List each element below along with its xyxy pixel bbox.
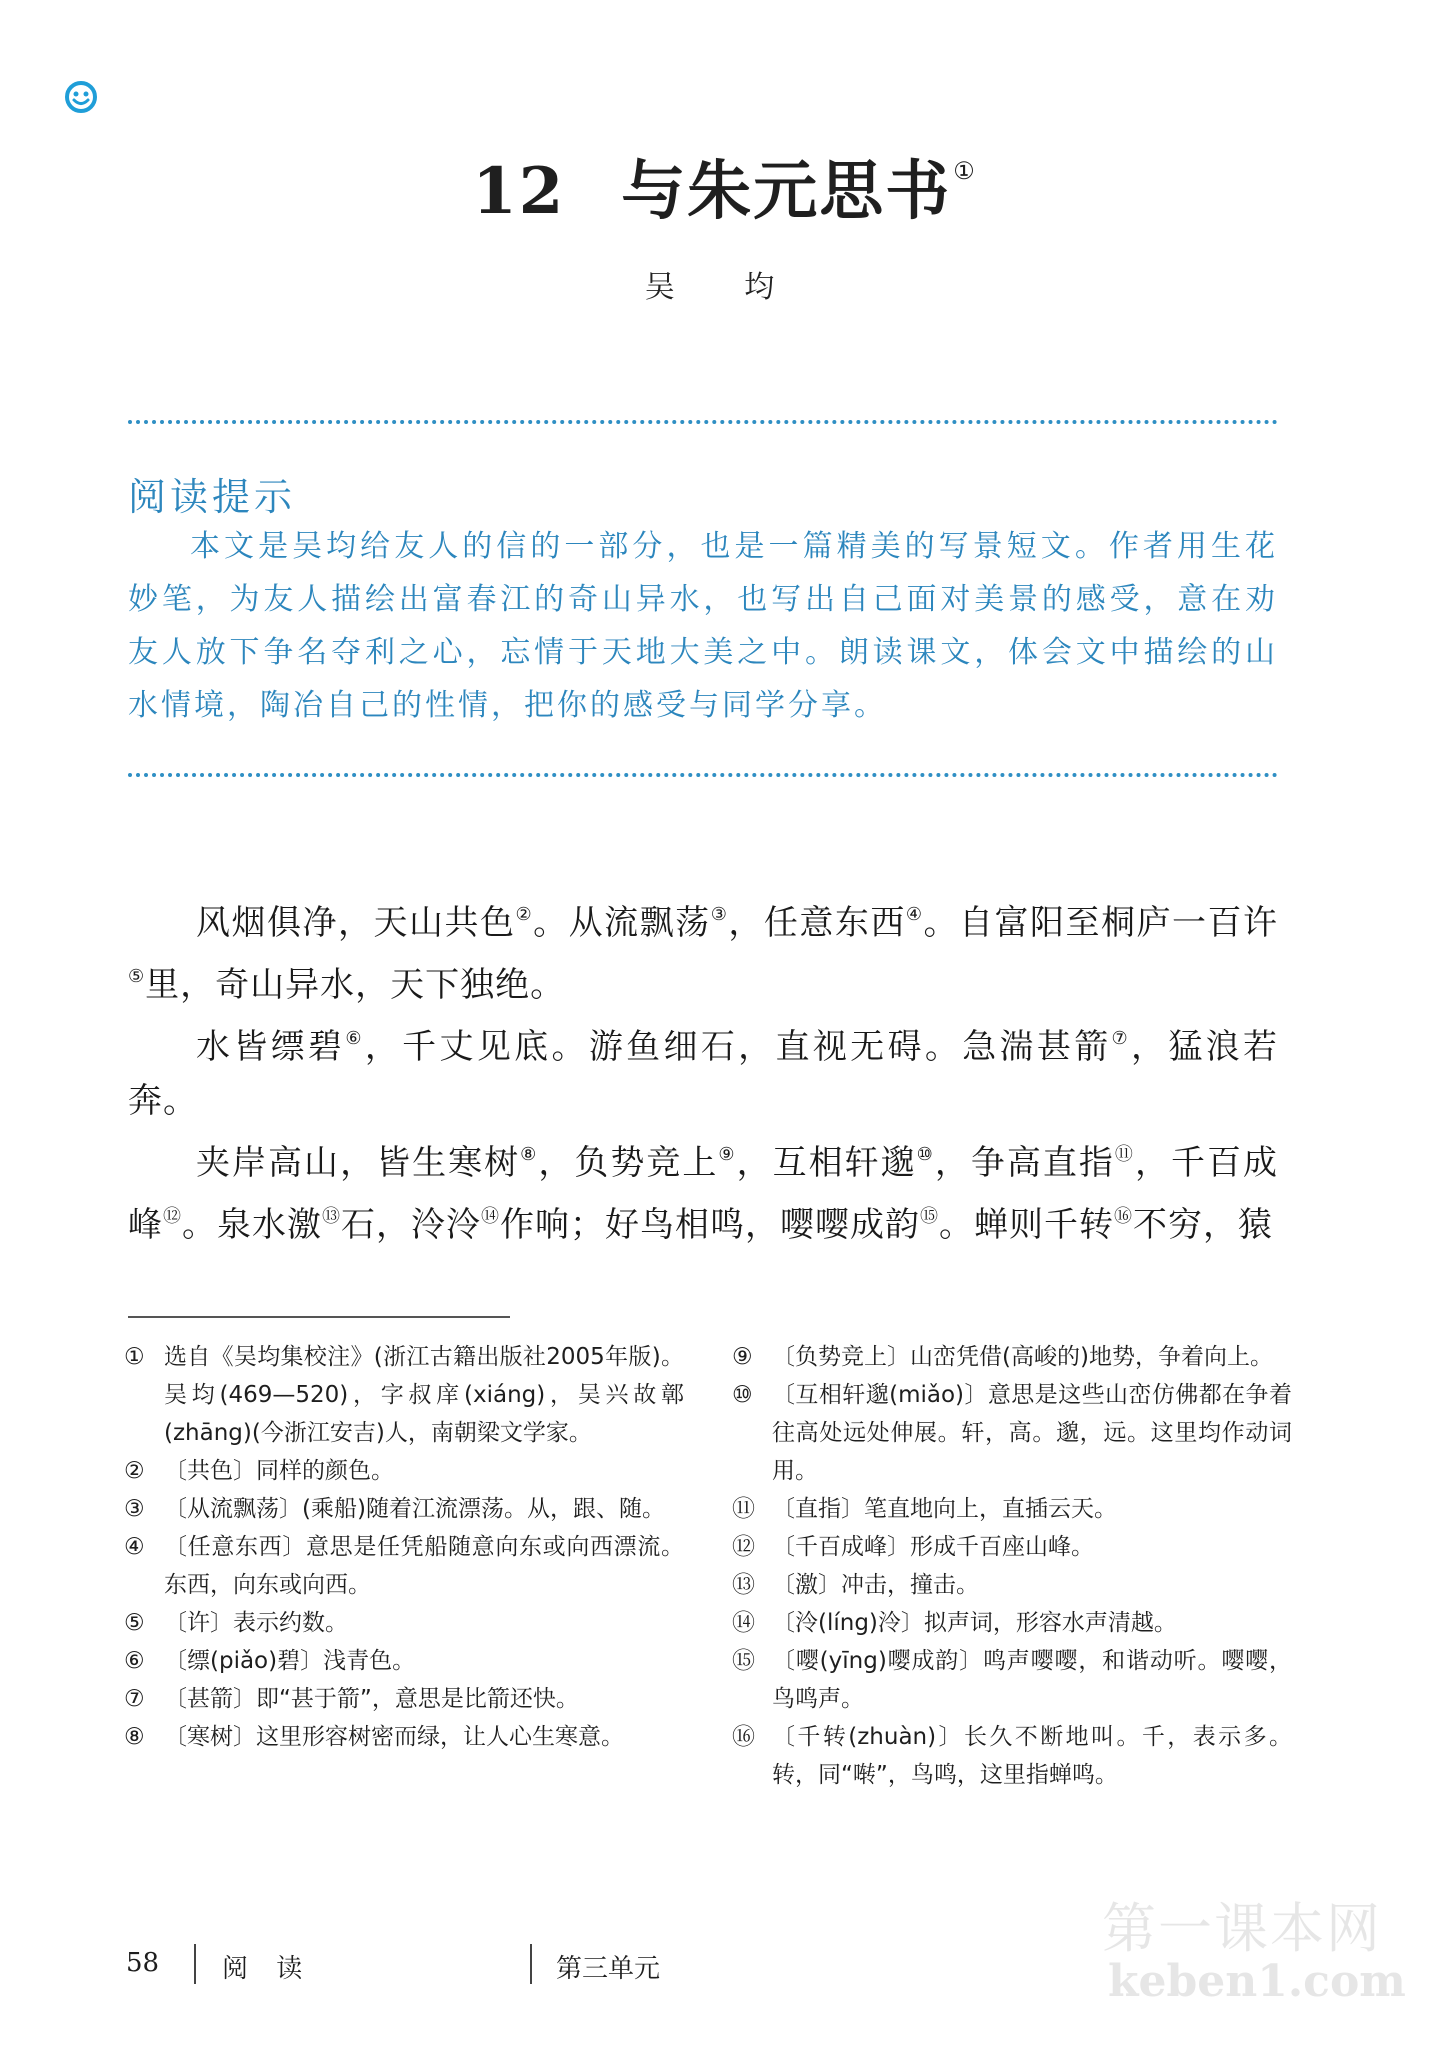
- footnote-text: 〔许〕表示约数。: [164, 1610, 348, 1636]
- note-marker[interactable]: ⑪: [1114, 1144, 1135, 1165]
- note-marker[interactable]: ⑫: [163, 1206, 182, 1227]
- text-segment: 作响；好鸟相鸣，嘤嘤成韵: [500, 1205, 920, 1245]
- watermark-url: keben1.com: [1108, 1956, 1406, 2007]
- text-segment: ，任意东西: [728, 903, 906, 943]
- footnote-text: 〔直指〕笔直地向上，直插云天。: [772, 1496, 1117, 1522]
- footnote: [732, 1490, 1292, 1528]
- footnote-number: ⑨: [732, 1344, 753, 1370]
- footnote-rule: [128, 1316, 510, 1318]
- author: 吴 均: [644, 270, 805, 305]
- footnote-text: 选自《吴均集校注》(浙江古籍出版社2005年版)。吴均(469—520)，字叔庠(xiáng)，吴兴故鄣(zhāng)(今浙江安吉)人，南朝梁文学家。: [164, 1344, 684, 1446]
- note-marker[interactable]: ⑩: [916, 1144, 935, 1165]
- footnote-number: ⑤: [124, 1610, 145, 1636]
- text-segment: 石，泠泠: [341, 1205, 481, 1245]
- footnote: [124, 1642, 684, 1680]
- footer-unit: 第三单元: [556, 1954, 661, 1984]
- footnote-text: 〔共色〕同样的颜色。: [164, 1458, 394, 1484]
- text-segment: ，负势竞上: [538, 1143, 719, 1183]
- note-marker[interactable]: ⑮: [920, 1206, 939, 1227]
- footnote: [124, 1490, 684, 1528]
- text-segment: 夹岸高山，皆生寒树: [196, 1143, 521, 1183]
- footer-divider: [194, 1944, 196, 1984]
- footer-divider: [530, 1944, 532, 1984]
- text-segment: 。自富阳至桐庐一百许: [923, 903, 1279, 943]
- footnote: [124, 1338, 684, 1452]
- footnote: [124, 1452, 684, 1490]
- footnote-number: ⑧: [124, 1724, 145, 1750]
- text-segment: 不穷，猿: [1133, 1205, 1273, 1245]
- footnote-number: ⑯: [732, 1724, 755, 1750]
- footnote-text: 〔甚箭〕即“甚于箭”，意思是比箭还快。: [164, 1686, 579, 1712]
- footnote-number: ⑩: [732, 1382, 753, 1408]
- note-marker[interactable]: ⑧: [520, 1144, 539, 1165]
- text-segment: ，千百成峰: [128, 1143, 1279, 1245]
- footnote: [732, 1642, 1292, 1718]
- footnote: [732, 1338, 1292, 1376]
- main-text: [128, 888, 1278, 1252]
- footnote: [732, 1376, 1292, 1490]
- text-segment: 。蝉则千转: [939, 1205, 1114, 1245]
- watermark-title: 第一课本网: [1102, 1897, 1382, 1960]
- footnote-text: 〔泠(líng)泠〕拟声词，形容水声清越。: [772, 1610, 1177, 1636]
- dotted-divider-bottom: [128, 773, 1278, 777]
- text-segment: ，猛浪若奔。: [128, 1027, 1279, 1121]
- footnote-text: 〔千百成峰〕形成千百座山峰。: [772, 1534, 1094, 1560]
- footer-section: 阅 读: [222, 1954, 313, 1984]
- lesson-title-text: 与朱元思书: [621, 154, 952, 229]
- paragraph-3: [128, 1128, 1278, 1252]
- footnote-text: 〔从流飘荡〕(乘船)随着江流漂荡。从，跟、随。: [164, 1496, 665, 1522]
- footnote-number: ⑭: [732, 1610, 755, 1636]
- text-segment: 。从流飘荡: [533, 903, 711, 943]
- footnote-text: 〔任意东西〕意思是任凭船随意向东或向西漂流。东西，向东或向西。: [164, 1534, 684, 1598]
- note-marker[interactable]: ④: [905, 904, 924, 925]
- reading-hint-heading: 阅读提示: [128, 475, 297, 519]
- text-segment: ，争高直指: [934, 1143, 1115, 1183]
- title-note-marker[interactable]: ①: [953, 157, 977, 185]
- footnote-text: 〔互相轩邈(miǎo)〕意思是这些山峦仿佛都在争着往高处远处伸展。轩，高。邈，远。这里均作动词用。: [772, 1382, 1292, 1484]
- footnote-text: 〔负势竞上〕山峦凭借(高峻的)地势，争着向上。: [772, 1344, 1273, 1370]
- footnote: [124, 1718, 684, 1756]
- footnote-number: ①: [124, 1344, 145, 1370]
- footnote-number: ④: [124, 1534, 145, 1560]
- note-marker[interactable]: ②: [515, 904, 534, 925]
- footnote-text: 〔激〕冲击，撞击。: [772, 1572, 979, 1598]
- footnote: [124, 1528, 684, 1604]
- paragraph-1: [128, 888, 1278, 1012]
- footnote-text: 〔千转(zhuàn)〕长久不断地叫。千，表示多。转，同“啭”，鸟鸣，这里指蝉鸣。: [772, 1724, 1292, 1788]
- footnotes-right-column: [732, 1338, 1292, 1794]
- dotted-divider-top: [128, 420, 1278, 424]
- footnote: [124, 1680, 684, 1718]
- footnote-text: 〔嘤(yīng)嘤成韵〕鸣声嘤嘤，和谐动听。嘤嘤，鸟鸣声。: [772, 1648, 1292, 1712]
- footnote: [124, 1604, 684, 1642]
- note-marker[interactable]: ⑬: [322, 1206, 341, 1227]
- note-marker[interactable]: ⑭: [481, 1206, 500, 1227]
- text-segment: 风烟俱净，天山共色: [196, 903, 516, 943]
- footnote: [732, 1718, 1292, 1794]
- lesson-number: 12: [472, 154, 566, 229]
- text-segment: ，千丈见底。游鱼细石，直视无碍。急湍甚箭: [364, 1027, 1112, 1067]
- footnote: [732, 1528, 1292, 1566]
- note-marker[interactable]: ⑦: [1111, 1028, 1132, 1049]
- footnote-text: 〔缥(piǎo)碧〕浅青色。: [164, 1648, 416, 1674]
- note-marker[interactable]: ③: [710, 904, 729, 925]
- note-marker[interactable]: ⑨: [718, 1144, 737, 1165]
- footnote: [732, 1604, 1292, 1642]
- lesson-title: [0, 140, 1449, 232]
- footnote-number: ⑦: [124, 1686, 145, 1712]
- text-segment: 水皆缥碧: [196, 1027, 346, 1067]
- footnote-number: ⑬: [732, 1572, 755, 1598]
- footnote-number: ⑮: [732, 1648, 755, 1674]
- footnote: [732, 1566, 1292, 1604]
- footnote-number: ⑥: [124, 1648, 145, 1674]
- footnote-number: ③: [124, 1496, 145, 1522]
- footnote-text: 〔寒树〕这里形容树密而绿，让人心生寒意。: [164, 1724, 624, 1750]
- paragraph-2: [128, 1012, 1278, 1128]
- footnote-number: ⑪: [732, 1496, 755, 1522]
- note-marker[interactable]: ⑤: [128, 966, 146, 987]
- page-number: 58: [126, 1948, 160, 1978]
- text-segment: 。泉水激: [182, 1205, 322, 1245]
- footnote-number: ⑫: [732, 1534, 755, 1560]
- footnote-number: ②: [124, 1458, 145, 1484]
- smiley-icon: [64, 80, 98, 114]
- text-segment: 里，奇山异水，天下独绝。: [145, 965, 566, 1005]
- note-marker[interactable]: ⑥: [345, 1028, 365, 1049]
- text-segment: ，互相轩邈: [736, 1143, 917, 1183]
- footnotes-left-column: [124, 1338, 684, 1756]
- note-marker[interactable]: ⑯: [1114, 1206, 1133, 1227]
- reading-hint-body: 本文是吴均给友人的信的一部分，也是一篇精美的写景短文。作者用生花妙笔，为友人描绘出富春江的奇山异水，也写出自己面对美景的感受，意在劝友人放下争名夺利之心，忘情于天地大美之中。朗读课文，体会文中描绘的山水情境，陶冶自己的性情，把你的感受与同学分享。: [128, 529, 1278, 723]
